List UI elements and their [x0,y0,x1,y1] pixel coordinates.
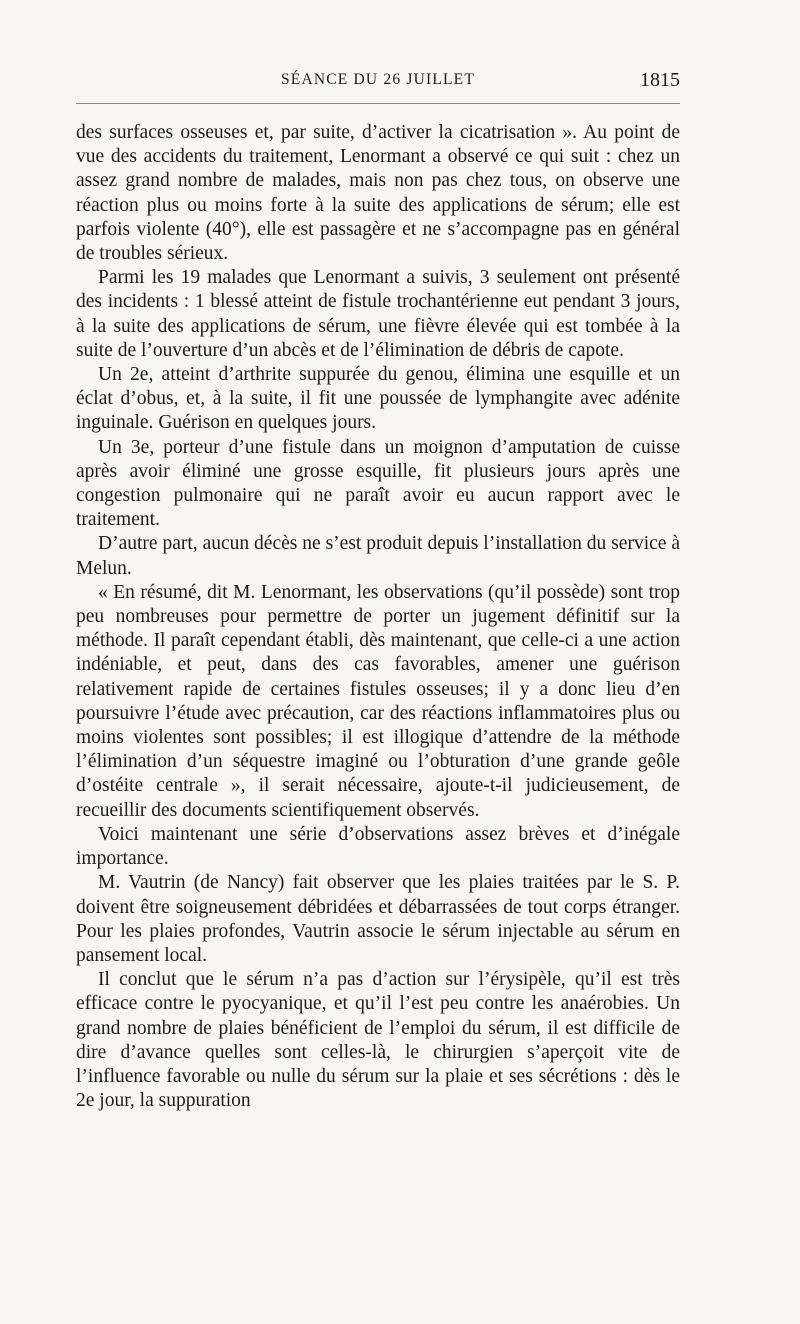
paragraph-vautrin: M. Vautrin (de Nancy) fait observer que les plaies traitées par le S. P. doivent être soigneusement débridées et débarrassées de tout corps étranger. Pour les plaies profondes, Vautrin associe le sérum injectable au sérum en pansement local. [76,872,680,966]
paragraph-summary-quote: « En résumé, dit M. Lenormant, les observations (qu’il possède) sont trop peu nombreuses pour permettre de porter un jugement définitif sur la méthode. Il paraît cependant établi, dès maintenant, que celle-ci a une action indéniable, et peut, dans des cas favorables, amener une guérison relativement rapide de certaines fistules osseuses; il y a donc lieu d’en poursuivre l’étude avec précaution, car des réactions inflammatoires plus ou moins violentes sont possibles; il est illogique d’attendre de la méthode l’élimination d’un séquestre imaginé ou l’obturation d’une grande geôle d’ostéite centrale », il serait nécessaire, ajoute-t-il judicieusement, de recueillir des documents scientifiquement observés. [76,581,680,821]
header-rule [76,103,680,104]
running-title: SÉANCE DU 26 JUILLET [280,71,476,88]
body-text [76,121,680,1113]
paragraph-conclusion: Il conclut que le sérum n’a pas d’action sur l’érysipèle, qu’il est très efficace contre le pyocyanique, et qu’il l’est peu contre les anaérobies. Un grand nombre de plaies bénéficient de l’emploi du sérum, il est difficile de dire d’avance quelles sont celles-là, le chirurgien s’aperçoit vite de l’influence favorable ou nulle du sérum sur la plaie et ses sécrétions : dès le 2e jour, la suppuration [76,969,680,1112]
paragraph-continuation: des surfaces osseuses et, par suite, d’activer la cicatrisation ». Au point de vue des accidents du traitement, Lenormant a observé ce qui suit : chez un assez grand nombre de malades, mais non pas chez tous, on observe une réaction plus ou moins forte à la suite des applications de sérum; elle est parfois violente (40°), elle est passagère et ne s’accompagne pas en général de troubles sérieux. [76,122,680,265]
paragraph-no-deaths: D’autre part, aucun décès ne s’est produit depuis l’installation du service à Melun. [76,533,680,579]
running-head [76,68,680,92]
page-number: 1815 [640,69,680,91]
paragraph-observations-intro: Voici maintenant une série d’observations assez brèves et d’inégale importance. [76,823,680,870]
paragraph-patients: Parmi les 19 malades que Lenormant a suivis, 3 seulement ont présenté des incidents : 1 blessé atteint de fistule trochantérienne eut pendant 3 jours, à la suite des applications de sérum, une fièvre élevée qui est tombée à la suite de l’ouverture d’un abcès et de l’élimination de débris de capote. [76,267,680,361]
paragraph-third-case: Un 3e, porteur d’une fistule dans un moignon d’amputation de cuisse après avoir éliminé une grosse esquille, fit plusieurs jours après une congestion pulmonaire qui ne paraît avoir eu aucun rapport avec le traitement. [76,436,680,531]
paragraph-second-case: Un 2e, atteint d’arthrite suppurée du genou, élimina une esquille et un éclat d’obus, et, à la suite, il fit une poussée de lymphangite avec adénite inguinale. Guérison en quelques jours. [76,364,680,434]
